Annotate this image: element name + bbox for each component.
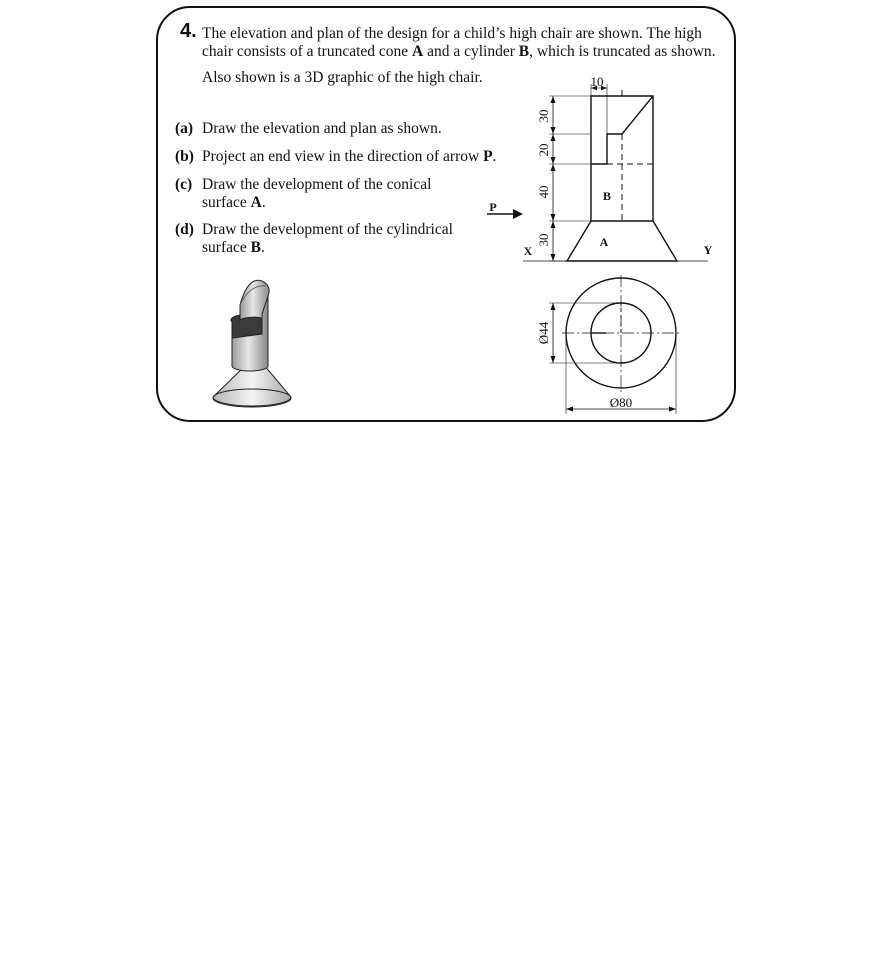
plan-view [549,275,680,414]
part-d-text: Draw the development of the cylindrical [202,221,453,238]
elevation-dimension-arrows [551,86,608,261]
part-a-text: Draw the elevation and plan as shown. [202,120,442,137]
part-c-text: Draw the development of the conical [202,176,432,193]
part-b-text: Project an end view in the direction of arrow [202,148,484,165]
question-also: Also shown is a 3D graphic of the high chair. [202,69,483,86]
dim-diameter-80: Ø80 [609,395,633,410]
part-d-label: (d) [175,221,194,238]
arrow-p-label: P [489,200,497,214]
chair-3d-graphic [213,280,291,407]
label-b: B [602,189,612,203]
part-a-label: (a) [175,120,194,137]
dim-20: 20 [536,143,551,157]
dim-top-10: 10 [590,74,604,89]
dim-40: 40 [536,185,551,199]
label-a: A [599,235,609,249]
part-b: (b) Project an end view in the direction of arrow P. [175,148,497,165]
part-c: (c) Draw the development of the conical surface A. [175,176,432,211]
dim-diameter-44: Ø44 [536,321,551,345]
part-d: (d) Draw the development of the cylindrical surface B. [175,221,453,256]
question-intro: The elevation and plan of the design for a child’s high chair are shown. The high chair consists of a truncated cone A and a cylinder B, which is truncated as shown. [202,25,716,60]
dim-30-bottom: 30 [536,233,551,247]
part-b-label: (b) [175,148,194,165]
y-label: Y [703,243,713,257]
dim-30-top: 30 [536,109,551,123]
question-number: 4. [180,20,197,42]
x-label: X [523,244,533,258]
part-c-label: (c) [175,176,193,193]
